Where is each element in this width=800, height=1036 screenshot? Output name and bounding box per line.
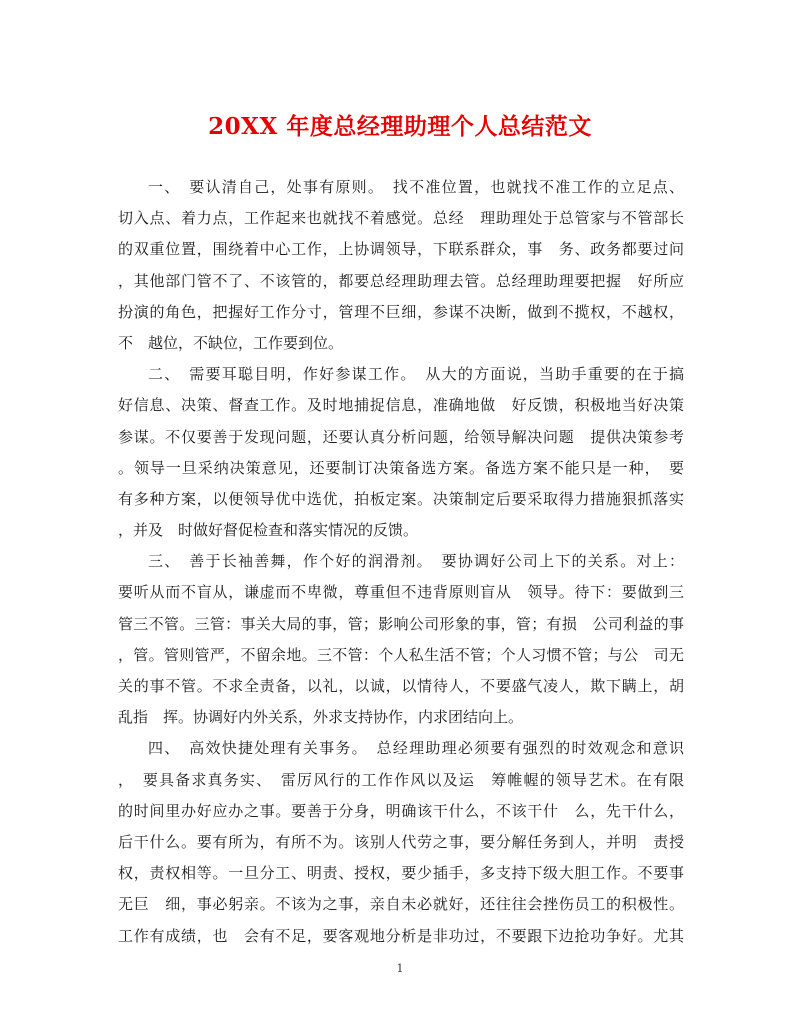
page-number: 1	[396, 962, 404, 975]
body-line: 有多种方案，以便领导优中选优，拍板定案。决策制定后要采取得力措施狠抓落实	[118, 489, 684, 508]
body-line: 要听从而不盲从，谦虚而不卑微，尊重但不违背原则盲从 领导。待下：要做到三	[118, 583, 684, 602]
body-line: 好信息、决策、督查工作。及时地捕捉信息，准确地做 好反馈，积极地当好决策	[118, 396, 684, 415]
body-line: 关的事不管。不求全责备，以礼，以诚，以情待人，不要盛气凌人，欺下瞒上，胡	[118, 677, 684, 695]
body-line: 一、 要认清自己，处事有原则。 找不准位置，也就找不准工作的立足点、	[148, 178, 684, 196]
body-line: ，管。管则管严，不留余地。三不管：个人私生活不管；个人习惯不管；与公 司无	[118, 645, 684, 664]
body-line: 后干什么。要有所为，有所不为。该别人代劳之事，要分解任务到人，并明 责授	[118, 832, 684, 851]
body-line: 权，责权相等。一旦分工、明责、授权，要少插手，多支持下级大胆工作。不要事	[118, 864, 684, 883]
document-title: 20XX 年度总经理助理个人总结范文	[208, 113, 592, 140]
body-line: 三、 善于长袖善舞，作个好的润滑剂。 要协调好公司上下的关系。对上：	[148, 552, 684, 571]
body-line: 工作有成绩，也 会有不足，要客观地分析是非功过，不要跟下边抢功争好。尤其	[118, 926, 684, 945]
document-body	[118, 172, 684, 952]
body-line: 扮演的角色，把握好工作分寸，管理不巨细，参谋不决断，做到不揽权，不越权，	[118, 302, 684, 321]
body-line: ，其他部门管不了、不该管的，都要总经理助理去管。总经理助理要把握 好所应	[118, 271, 684, 290]
body-line: ， 要具备求真务实、 雷厉风行的工作作风以及运 筹帷幄的领导艺术。在有限	[118, 770, 684, 789]
body-line: 四、 高效快捷处理有关事务。 总经理助理必须要有强烈的时效观念和意识	[148, 739, 684, 758]
body-line: 乱指 挥。协调好内外关系，外求支持协作，内求团结向上。	[118, 708, 524, 727]
body-line: 。领导一旦采纳决策意见，还要制订决策备选方案。备选方案不能只是一种， 要	[118, 458, 684, 477]
body-line: 的双重位置，围绕着中心工作，上协调领导，下联系群众，事 务、政务都要过问	[118, 240, 684, 259]
body-line: 参谋。不仅要善于发现问题，还要认真分析问题，给领导解决问题 提供决策参考	[118, 427, 684, 446]
body-line: 二、 需要耳聪目明，作好参谋工作。 从大的方面说，当助手重要的在于搞	[148, 365, 684, 384]
body-line: 的时间里办好应办之事。要善于分身，明确该干什么，不该干什 么，先干什么，	[118, 801, 684, 820]
body-line: 管三不管。三管：事关大局的事，管；影响公司形象的事，管；有损 公司利益的事	[118, 614, 684, 633]
body-line: 不 越位，不缺位，工作要到位。	[118, 333, 344, 352]
body-line: 无巨 细，事必躬亲。不该为之事，亲自未必就好，还往往会挫伤员工的积极性。	[118, 895, 684, 914]
body-line: 切入点、着力点，工作起来也就找不着感觉。总经 理助理处于总管家与不管部长	[118, 209, 684, 228]
body-line: ，并及 时做好督促检查和落实情况的反馈。	[118, 521, 419, 540]
